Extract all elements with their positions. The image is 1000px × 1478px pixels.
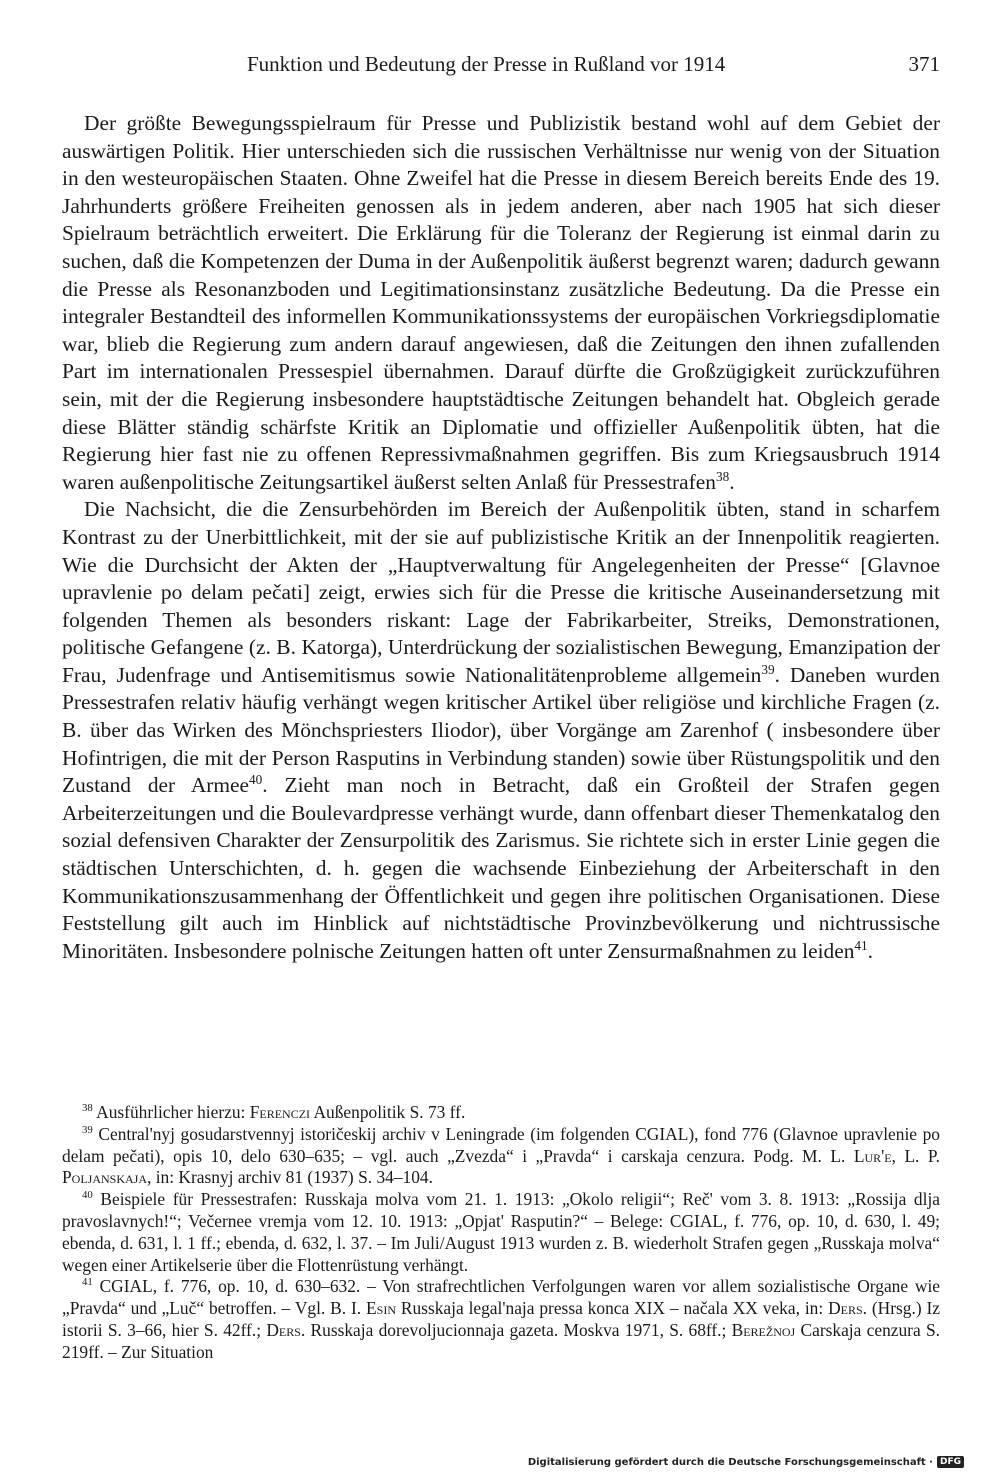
page-number: 371	[908, 52, 940, 76]
footnote-ref-41[interactable]: 41	[854, 937, 868, 953]
footnote-ref-40[interactable]: 40	[249, 772, 263, 788]
digitization-credit	[528, 1456, 964, 1468]
paragraph-2: Die Nachsicht, die die Zensurbehörden im Bereich der Außenpolitik übten, stand in scharfem Kontrast zu der Unerbittlichkeit, mit der sie auf publizistische Kritik an der Innenpolitik reagierten. Wie die Durchsicht der Akten der „Hauptverwaltung für Angelegenheiten der Presse“ [Glavnoe upravlenie po delam pečati] zeigt, erwies sich für die Presse die kritische Auseinandersetzung mit folgenden Themen als besonders riskant: Lage der Fabrikarbeiter, Streiks, Demonstrationen, politische Gefangene (z. B. Katorga), Unterdrückung der sozialistischen Bewegung, Emanzipation der Frau, Judenfrage und Antisemitismus sowie Nationalitätenprobleme allgemein$^{39}$. Daneben wurden Pressestrafen relativ häufig verhängt wegen kritischer Artikel über religiöse und kirchliche Fragen (z. B. über das Wirken des Mönchspriesters Iliodor), über Vorgänge am Zarenhof ( insbesondere über Hofintrigen, die mit der Person Rasputins in Verbindung standen) sowie über Rüstungspolitik und den Zustand der Armee$^{40}$. Zieht man noch in Betracht, daß ein Großteil der Strafen gegen Arbeiterzeitungen und die Boulevardpresse verhängt wurde, dann offenbart dieser Themenkatalog den sozial defensiven Charakter der Zensurpolitik des Zarismus. Sie richtete sich in erster Linie gegen die städtischen Unterschichten, d. h. gegen die wachsende Einbeziehung der Arbeiterschaft in den Kommunikationszusammenhang der Öffentlichkeit und gegen ihre politischen Organisationen. Diese Feststellung gilt auch im Hinblick auf nichtstädtische Provinzbevölkerung und nichtrussische Minoritäten. Insbesondere polnische Zeitungen hatten oft unter Zensurmaßnahmen zu leiden$^{41}$.	[62, 497, 940, 963]
credit-text: Digitalisierung gefördert durch die Deutsche Forschungsgemeinschaft ·	[527, 1456, 933, 1468]
running-title: Funktion und Bedeutung der Presse in Rußland vor 1914	[247, 52, 726, 76]
footnote-40: $^{40}$ Beispiele für Pressestrafen: Russkaja molva vom 21. 1. 1913: „Okolo religii“; Reč' vom 3. 8. 1913: „Rossija dlja pravoslavnych!“; Večernee vremja vom 12. 10. 1913: „Opjat' Rasputin?“ – Belege: CGIAL, f. 776, op. 10, d. 630, l. 49; ebenda, d. 631, l. 1 ff.; ebenda, d. 632, l. 37. – Im Juli/August 1913 wurden z. B. wiederholt Strafen gegen „Russkaja molva“ wegen einer Artikelserie über die Flottenrüstung verhängt.	[62, 1189, 940, 1275]
main-text	[62, 110, 940, 965]
footnote-ref-38[interactable]: 38	[715, 468, 730, 484]
footnote-39: $^{39}$ Central'nyj gosudarstvennyj istoričeskij archiv v Leningrade (im folgenden CGIAL), fond 776 (Glavnoe upravlenie po delam pečati), opis 10, delo 630–635; – vgl. auch „Zvezda“ i „Pravda“ i carskaja cenzura. Podg. M. L. Lur'e, L. P. Poljanskaja, in: Krasnyj archiv 81 (1937) S. 34–104.	[62, 1123, 940, 1188]
footnote-38: $^{38}$ Ausführlicher hierzu: Ferenczi Außenpolitik S. 73 ff.	[82, 1102, 466, 1122]
dfg-logo-icon: DFG	[937, 1456, 964, 1468]
footnotes	[62, 1102, 940, 1364]
paragraph-1: Der größte Bewegungsspielraum für Presse und Publizistik bestand wohl auf dem Gebiet der auswärtigen Politik. Hier unterschieden sich die russischen Verhältnisse nur wenig von der Situation in den westeuropäischen Staaten. Ohne Zweifel hat die Presse in diesem Bereich bereits Ende des 19. Jahrhunderts größere Freiheiten genossen als in jedem anderen, aber nach 1905 hat sich dieser Spielraum beträchtlich erweitert. Die Erklärung für die Toleranz der Regierung ist einmal darin zu suchen, daß die Kompetenzen der Duma in der Außenpolitik äußerst begrenzt waren; dadurch gewann die Presse als Resonanzboden und Legitimationsinstanz zusätzliche Bedeutung. Da die Presse ein integraler Bestandteil des informellen Kommunikationssystems der europäischen Vorkriegsdiplomatie war, blieb die Regierung zum andern darauf angewiesen, daß die Zeitungen den ihnen zufallenden Part im internationalen Pressespiel übernahmen. Darauf dürfte die Großzügigkeit zurückzuführen sein, mit der die Regierung insbesondere hauptstädtische Zeitungen behandelt hat. Obgleich gerade diese Blätter ständig schärfste Kritik an Diplomatie und offizieller Außenpolitik übten, hat die Regierung hier fast nie zu offenen Repressivmaßnahmen gegriffen. Bis zum Kriegsausbruch 1914 waren außenpolitische Zeitungsartikel äußerst selten Anlaß für Pressestrafen$^{38}$.	[62, 111, 940, 494]
footnote-ref-39[interactable]: 39	[761, 661, 775, 677]
footnote-41: $^{41}$ CGIAL, f. 776, op. 10, d. 630–632. – Von strafrechtlichen Verfolgungen waren vor allem sozialistische Organe wie „Pravda“ und „Luč“ betroffen. – Vgl. B. I. Esin Russkaja legal'naja pressa konca XIX – načala XX veka, in: Ders. (Hrsg.) Iz istorii S. 3–66, hier S. 42ff.; Ders. Russkaja dorevoljucionnaja gazeta. Moskva 1971, S. 68ff.; Berežnoj Carskaja cenzura S. 219ff. – Zur Situation	[62, 1276, 941, 1362]
